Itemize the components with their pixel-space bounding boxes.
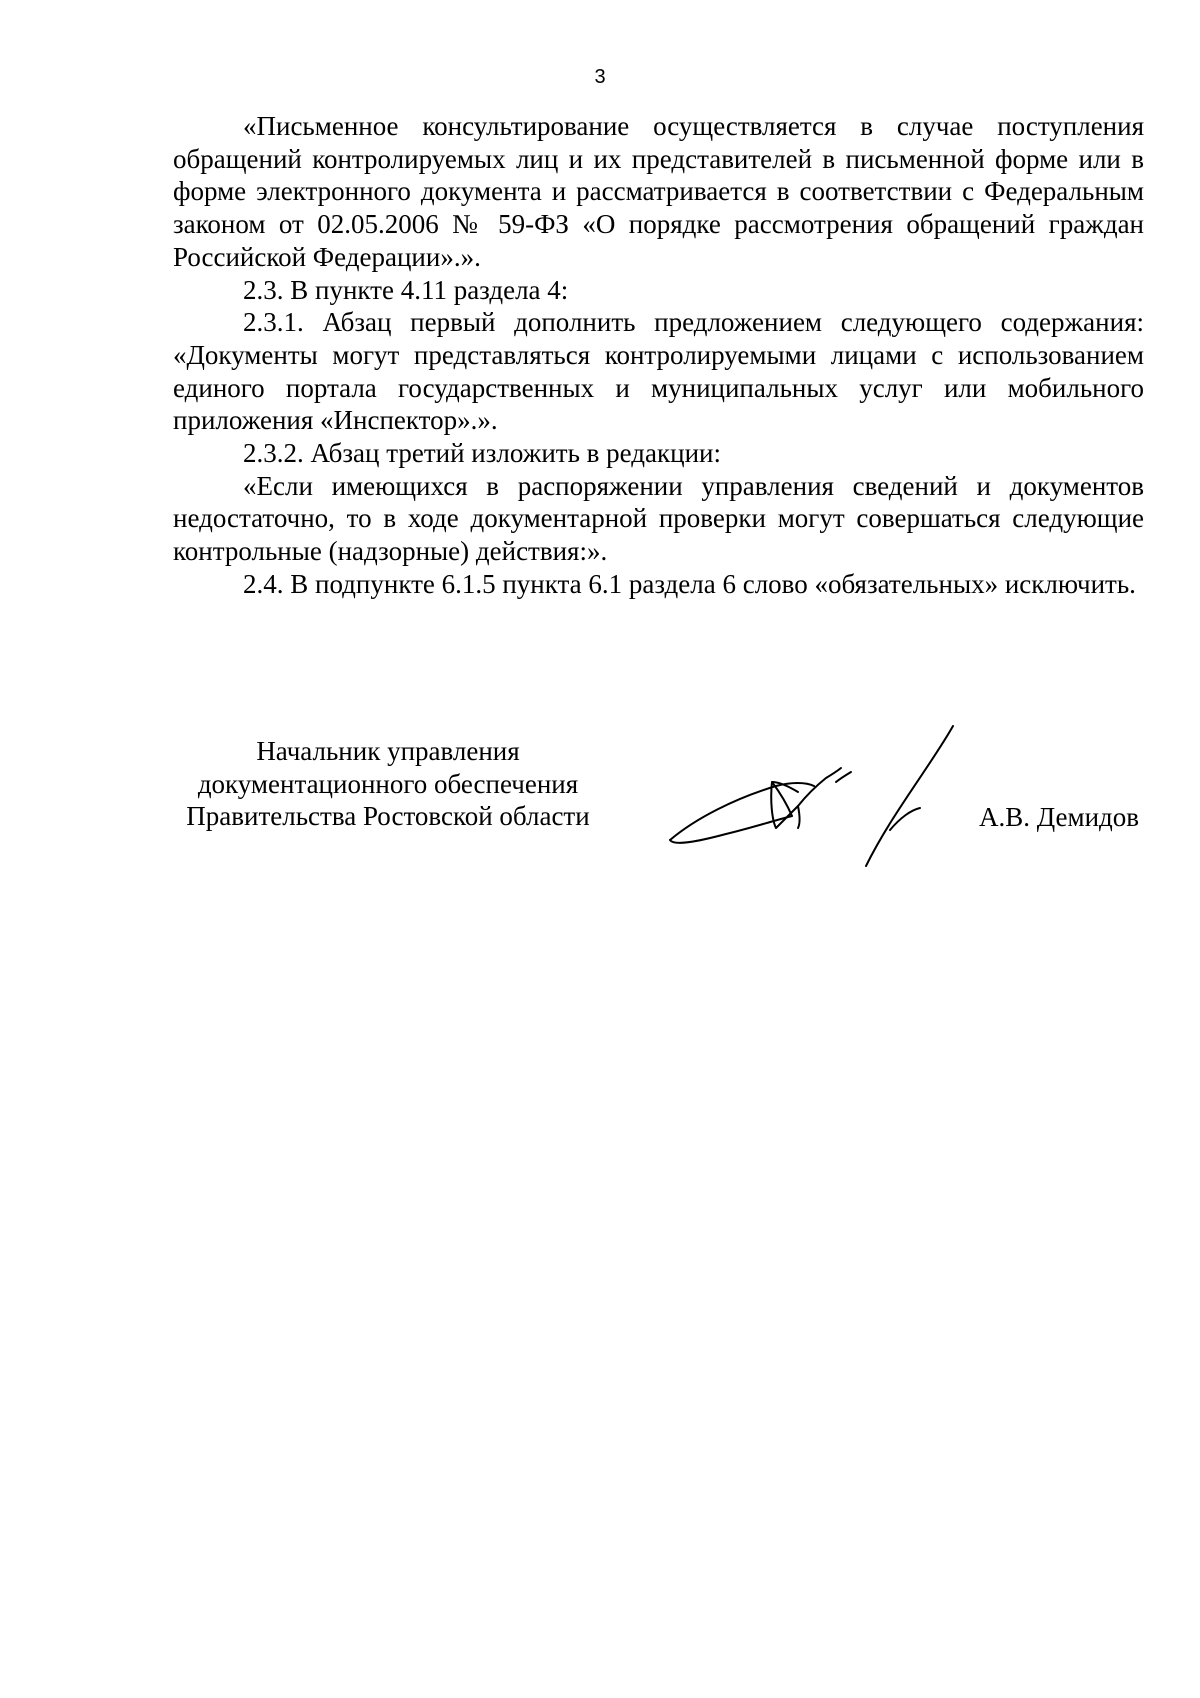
handwritten-signature [666,720,966,890]
paragraph-2-4: 2.4. В подпункте 6.1.5 пункта 6.1 раздела 6 слово «обязательных» исключить. [243,568,1136,599]
paragraph-2-3-2: 2.3.2. Абзац третий изложить в редакции: [243,438,721,469]
signatory-title-line: Правительства Ростовской области [186,801,590,832]
document-body [173,110,1144,601]
paragraph-2-3: 2.3. В пункте 4.11 раздела 4: [243,274,569,305]
page-number: 3 [594,66,606,88]
signatory-title [168,735,608,833]
signatory-name: А.В. Демидов [979,802,1140,832]
signatory-title-line: Начальник управления [256,736,520,766]
signatory-title-line: документационного обеспечения [197,768,579,799]
paragraph-quoted-actions: «Если имеющихся в распоряжении управления сведений и документов недостаточно, то в ходе документарной проверки могут совершаться следующие контрольные (надзорные) действия:». [173,470,1144,567]
paragraph-written-consultation: «Письменное консультирование осуществляется в случае поступления обращений контролируемых лиц и их представителей в письменной форме или в форме электронного документа и рассматривается в соответствии с Федеральным законом от 02.05.2006 № 59-ФЗ «О порядке рассмотрения обращений граждан Российской Федерации».». [173,111,1144,272]
paragraph-2-3-1: 2.3.1. Абзац первый дополнить предложением следующего содержания: «Документы могут представляться контролируемыми лицами с использованием единого портала государственных и муниципальных услуг или мобильного приложения «Инспектор».». [173,307,1144,436]
